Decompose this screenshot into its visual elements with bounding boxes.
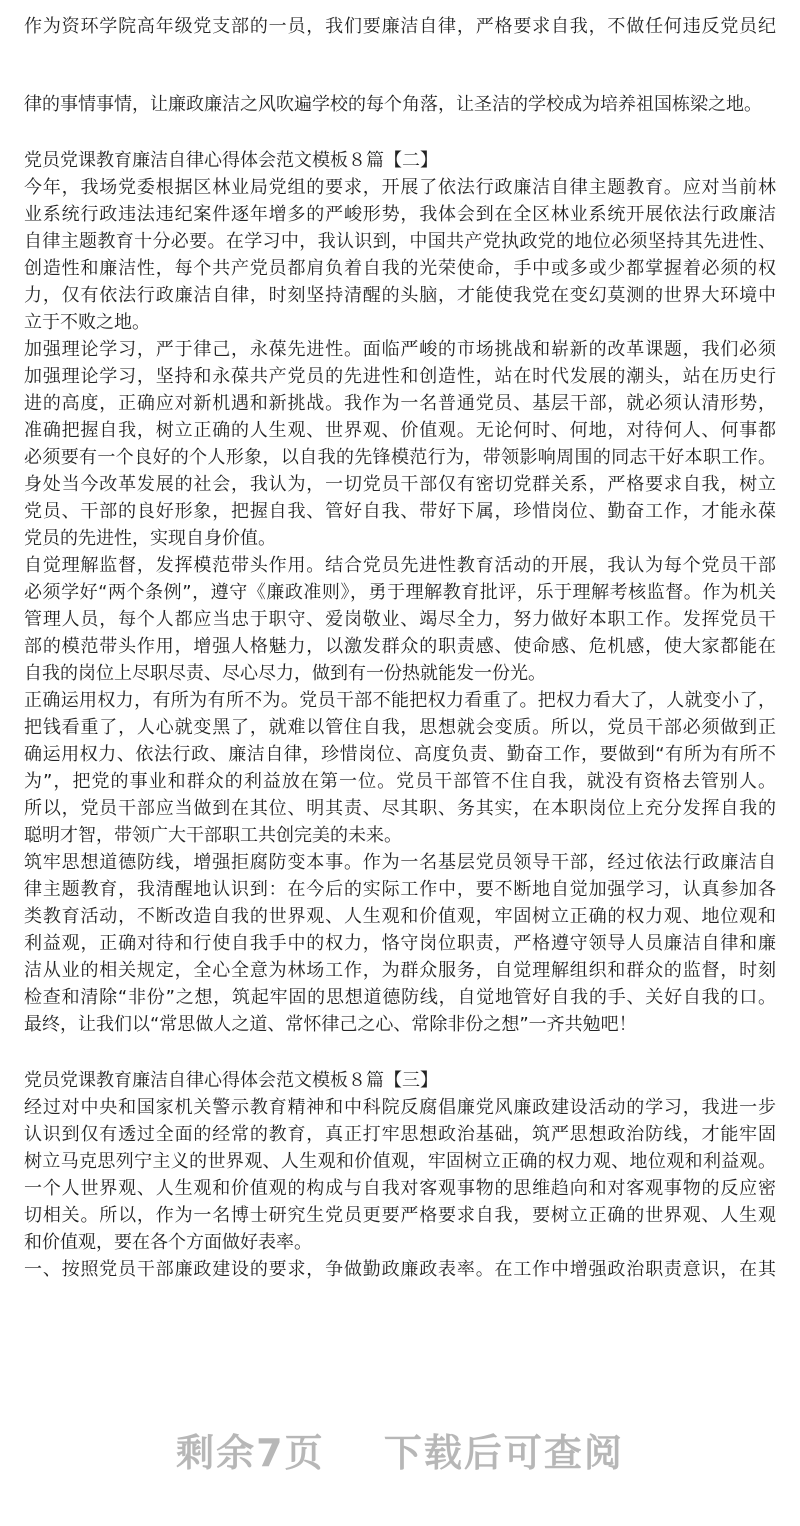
section-heading: 党员党课教育廉洁自律心得体会范文模板８篇【三】 — [24, 1070, 438, 1091]
text-line: 身处当今改革发展的社会，我认为，一切党员干部仅有密切党群关系，严格要求自我，树立 — [24, 474, 776, 495]
text-line: 进的高度，正确应对新机遇和新挑战。我作为一名普通党员、基层干部，就必须认清形势， — [24, 393, 776, 414]
text-line: 今年，我场党委根据区林业局党组的要求，开展了依法行政廉洁自律主题教育。应对当前林 — [24, 177, 776, 198]
text-line: 律主题教育，我清醒地认识到：在今后的实际工作中，要不断地自觉加强学习，认真参加各 — [24, 879, 776, 900]
text-line: 检查和清除“非份”之想，筑起牢固的思想道德防线，自觉地管好自我的手、关好自我的口。 — [24, 987, 776, 1008]
text-line: 自觉理解监督，发挥模范带头作用。结合党员先进性教育活动的开展，我认为每个党员干部 — [24, 555, 776, 576]
cutoff-previous-line — [24, 0, 776, 4]
section-heading: 党员党课教育廉洁自律心得体会范文模板８篇【二】 — [24, 150, 438, 171]
text-line: 管理人员，每个人都应当忠于职守、爱岗敬业、竭尽全力，努力做好本职工作。发挥党员干 — [24, 609, 776, 630]
text-line: 切相关。所以，作为一名博士研究生党员更要严格要求自我，要树立正确的世界观、人生观 — [24, 1205, 776, 1226]
download-banner[interactable] — [0, 1418, 800, 1488]
text-line: 力，仅有依法行政廉洁自律，时刻坚持清醒的头脑，才能使我党在变幻莫测的世界大环境中 — [24, 285, 776, 306]
text-line: 最终，让我们以“常思做人之道、常怀律己之心、常除非份之想”一齐共勉吧！ — [24, 1014, 637, 1035]
text-line: 利益观，正确对待和行使自我手中的权力，恪守岗位职责，严格遵守领导人员廉洁自律和廉 — [24, 933, 776, 954]
text-line: 创造性和廉洁性，每个共产党员都肩负着自我的光荣使命，手中或多或少都掌握着必须的权 — [24, 258, 776, 279]
text-line: 聪明才智，带领广大干部职工共创完美的未来。 — [24, 825, 402, 846]
text-line: 准确把握自我，树立正确的人生观、世界观、价值观。无论何时、何地，对待何人、何事都 — [24, 420, 776, 441]
text-line: 业系统行政违法违纪案件逐年增多的严峻形势，我体会到在全区林业系统开展依法行政廉洁 — [24, 204, 776, 225]
text-line: 和价值观，要在各个方面做好表率。 — [24, 1232, 312, 1253]
text-line: 筑牢思想道德防线，增强拒腐防变本事。作为一名基层党员领导干部，经过依法行政廉洁自 — [24, 852, 776, 873]
text-line: 树立马克思列宁主义的世界观、人生观和价值观，牢固树立正确的权力观、地位观和利益观。 — [24, 1151, 776, 1172]
text-line: 正确运用权力，有所为有所不为。党员干部不能把权力看重了。把权力看大了，人就变小了， — [24, 690, 776, 711]
text-line: 立于不败之地。 — [24, 312, 150, 333]
text-line: 一个人世界观、人生观和价值观的构成与自我对客观事物的思维趋向和对客观事物的反应密 — [24, 1178, 776, 1199]
text-line: 党员的先进性，实现自身价值。 — [24, 528, 276, 549]
text-line: 把钱看重了，人心就变黑了，就难以管住自我，思想就会变质。所以，党员干部必须做到正 — [24, 717, 776, 738]
download-prompt-label: 下载后可查阅 — [383, 1431, 624, 1475]
text-line: 加强理论学习，坚持和永葆共产党员的先进性和创造性，站在时代发展的潮头，站在历史行 — [24, 366, 776, 387]
text-line: 自律主题教育十分必要。在学习中，我认识到，中国共产党执政党的地位必须坚持其先进性、 — [24, 231, 776, 252]
text-line: 经过对中央和国家机关警示教育精神和中科院反腐倡廉党风廉政建设活动的学习，我进一步 — [24, 1097, 776, 1118]
text-line: 加强理论学习，严于律己，永葆先进性。面临严峻的市场挑战和崭新的改革课题，我们必须 — [24, 339, 776, 360]
text-line: 必须学好“两个条例”，遵守《廉政准则》，勇于理解教育批评，乐于理解考核监督。作为机关 — [24, 582, 776, 603]
text-line: 认识到仅有透过全面的经常的教育，真正打牢思想政治基础，筑严思想政治防线，才能牢固 — [24, 1124, 776, 1145]
text-line: 所以，党员干部应当做到在其位、明其责、尽其职、务其实，在本职岗位上充分发挥自我的 — [24, 798, 776, 819]
text-line: 律的事情事情，让廉政廉洁之风吹遍学校的每个角落，让圣洁的学校成为培养祖国栋梁之地。 — [24, 94, 762, 115]
text-line: 类教育活动，不断改造自我的世界观、人生观和价值观，牢固树立正确的权力观、地位观和 — [24, 906, 776, 927]
text-line: 作为资环学院高年级党支部的一员，我们要廉洁自律，严格要求自我，不做任何违反党员纪 — [24, 16, 776, 37]
text-line: 为”，把党的事业和群众的利益放在第一位。党员干部管不住自我，就没有资格去管别人。 — [24, 771, 776, 792]
text-line: 部的模范带头作用，增强人格魅力，以激发群众的职责感、使命感、危机感，使大家都能在 — [24, 636, 776, 657]
text-line: 自我的岗位上尽职尽责、尽心尽力，做到有一份热就能发一份光。 — [24, 663, 546, 684]
text-line: 确运用权力、依法行政、廉洁自律，珍惜岗位、高度负责、勤奋工作，要做到“有所为有所不 — [24, 744, 776, 765]
remaining-pages-label: 剩余7页 — [176, 1431, 325, 1475]
text-line: 党员、干部的良好形象，把握自我、管好自我、带好下属，珍惜岗位、勤奋工作，才能永葆 — [24, 501, 776, 522]
text-line: 必须要有一个良好的个人形象，以自我的先锋模范行为，带领影响周围的同志干好本职工作。 — [24, 447, 776, 468]
text-line: 洁从业的相关规定，全心全意为林场工作，为群众服务，自觉理解组织和群众的监督，时刻 — [24, 960, 776, 981]
text-line: 一、按照党员干部廉政建设的要求，争做勤政廉政表率。在工作中增强政治职责意识，在其 — [24, 1259, 776, 1280]
